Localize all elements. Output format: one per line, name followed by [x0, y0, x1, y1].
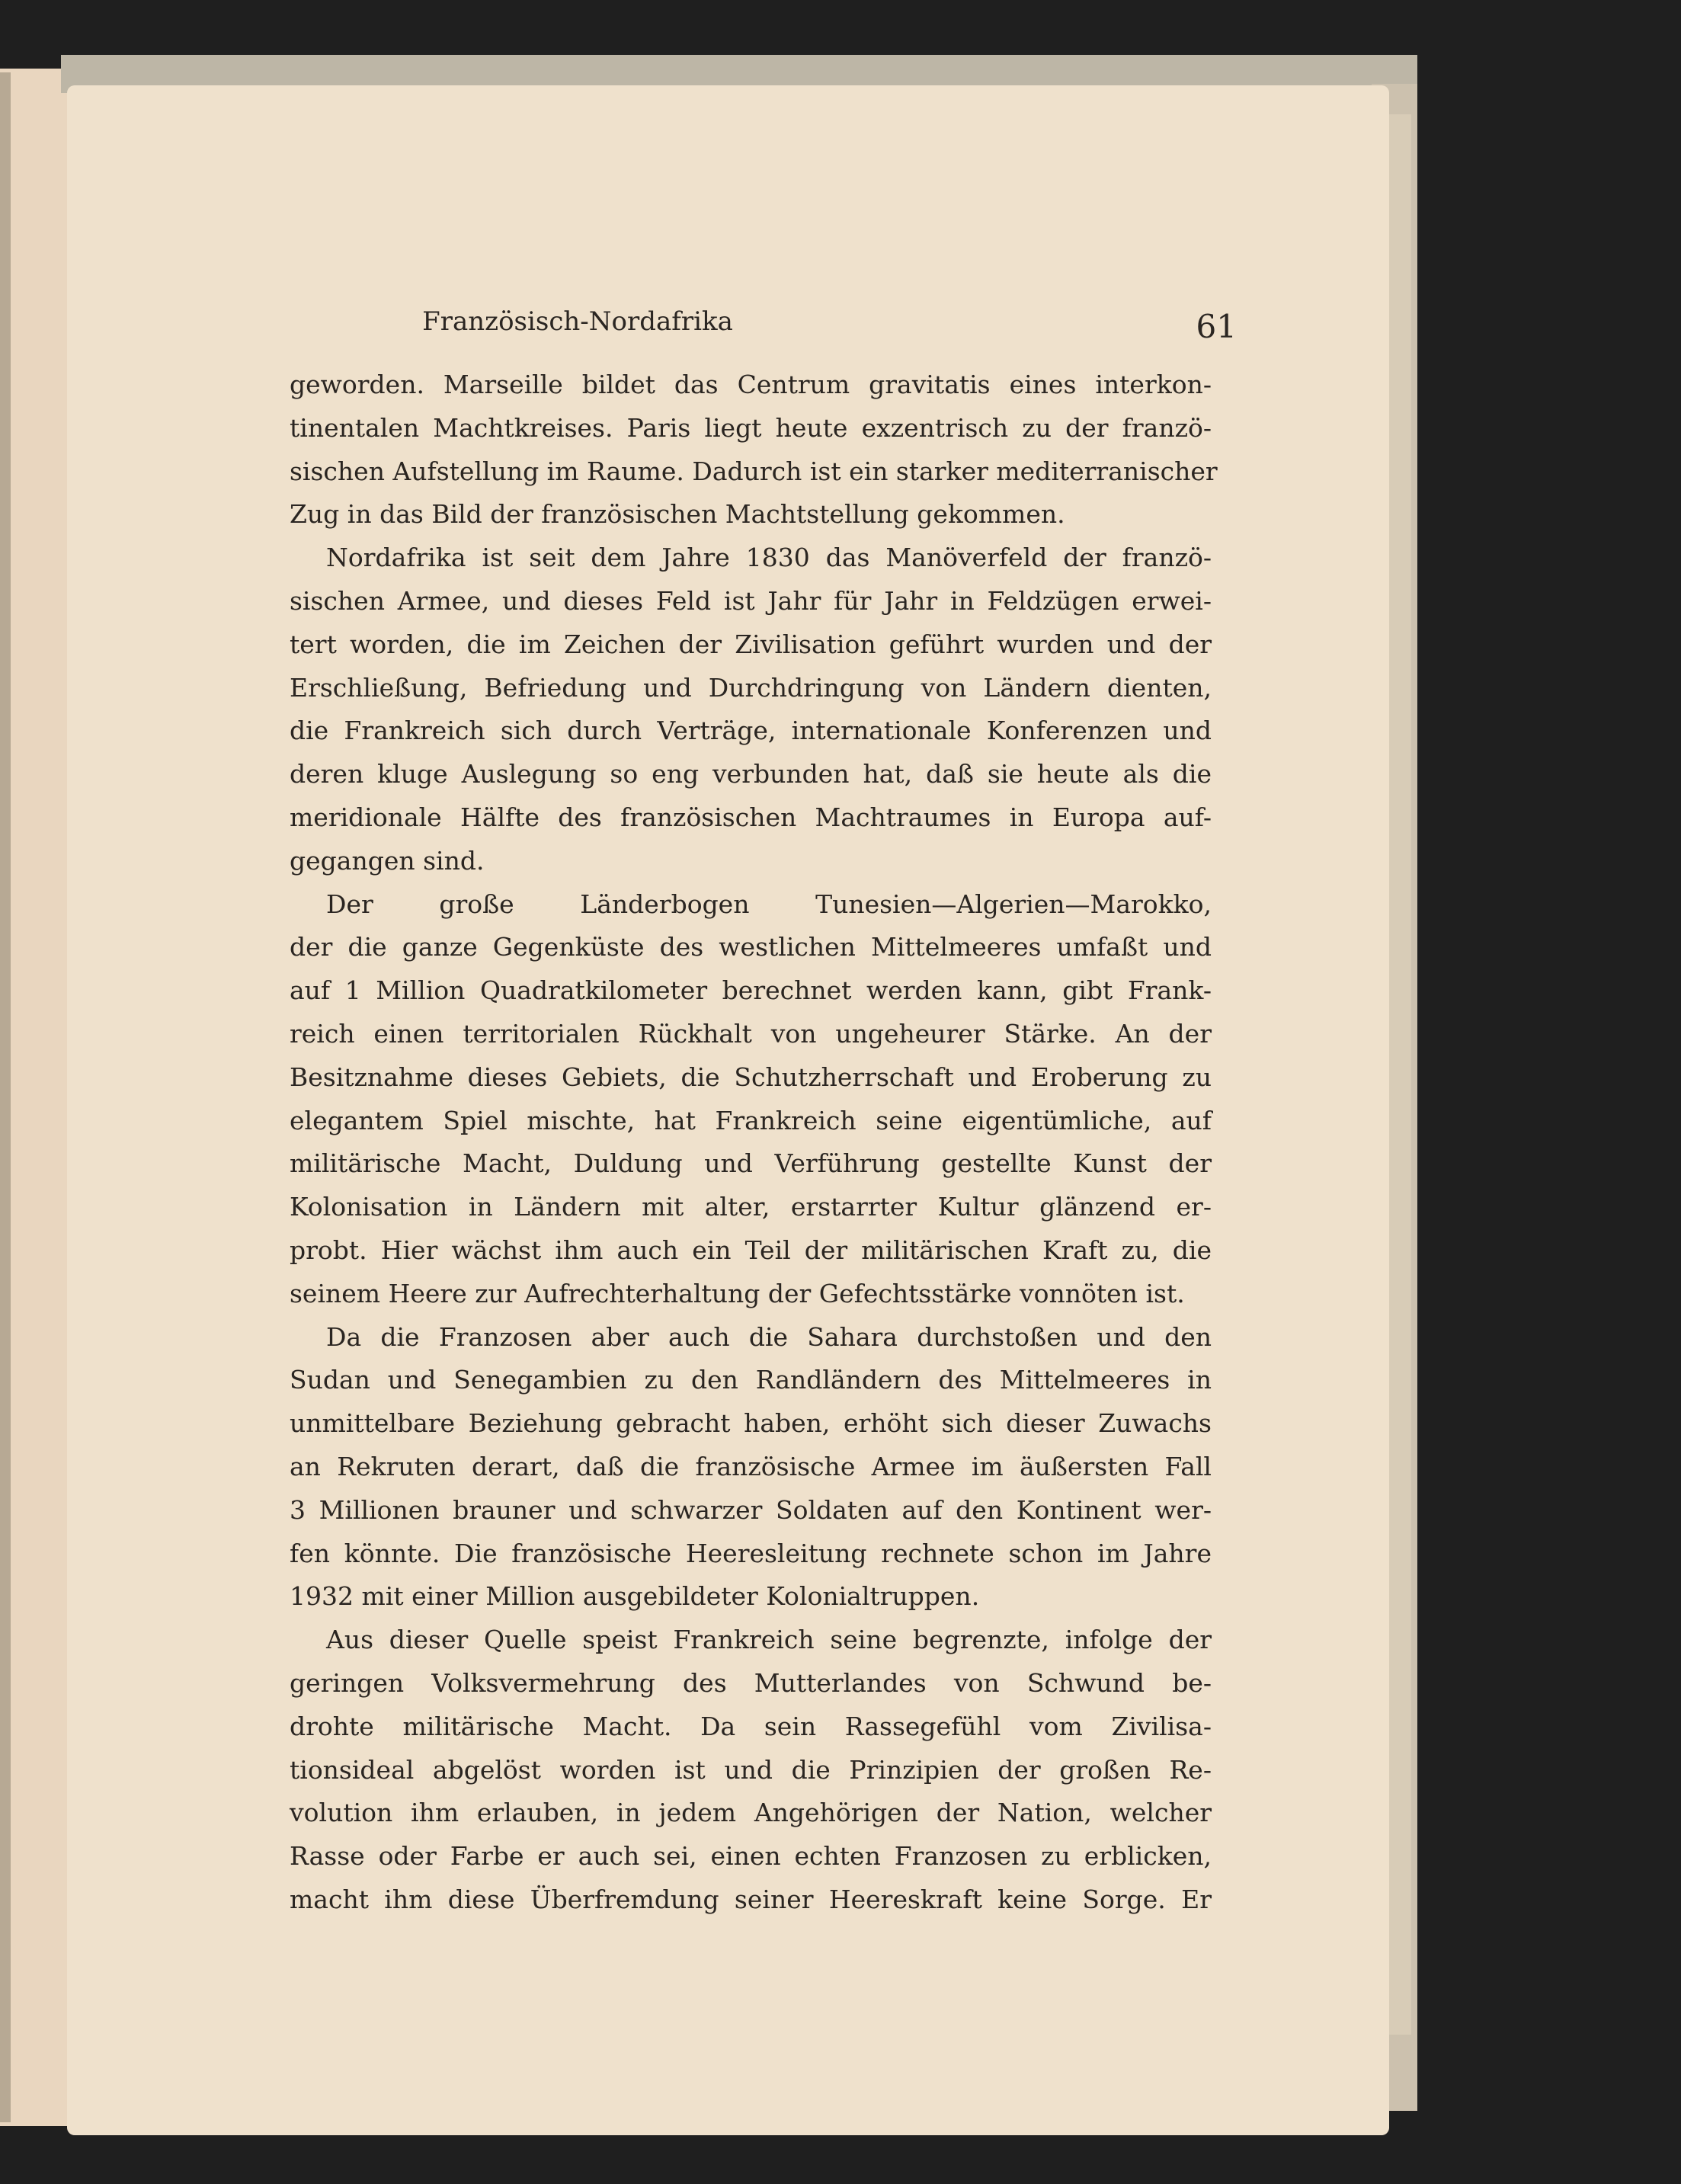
page-number: 61 — [1196, 308, 1237, 345]
text-line: Der große Länderbogen Tunesien—Algerien—Marokko, — [326, 889, 1212, 919]
text-line: Aus dieser Quelle speist Frankreich seine begrenzte, infolge der — [326, 1625, 1212, 1655]
text-line: tert worden, die im Zeichen der Zivilisation geführt wurden und der — [290, 629, 1212, 659]
text-line: Kolonisation in Ländern mit alter, erstarrter Kultur glänzend er- — [290, 1192, 1212, 1222]
text-line: reich einen territorialen Rückhalt von ungeheurer Stärke. An der — [290, 1018, 1212, 1049]
text-line: tionsideal abgelöst worden ist und die Prinzipien der großen Re- — [290, 1754, 1212, 1785]
text-line: 3 Millionen brauner und schwarzer Soldaten auf den Kontinent wer- — [290, 1494, 1212, 1525]
text-line: macht ihm diese Überfremdung seiner Heereskraft keine Sorge. Er — [290, 1884, 1212, 1914]
text-line: Sudan und Senegambien zu den Randländern des Mittelmeeres in — [290, 1365, 1212, 1395]
text-line: auf 1 Million Quadratkilometer berechnet werden kann, gibt Frank- — [290, 975, 1212, 1006]
book-page — [67, 85, 1389, 2135]
text-line: 1932 mit einer Million ausgebildeter Kolonialtruppen. — [290, 1581, 980, 1612]
text-line: der die ganze Gegenküste des westlichen Mittelmeeres umfaßt und — [290, 932, 1212, 962]
facing-page-edge — [0, 69, 73, 2126]
text-line: Rasse oder Farbe er auch sei, einen echten Franzosen zu erblicken, — [290, 1841, 1212, 1872]
text-line: die Frankreich sich durch Verträge, internationale Konferenzen und — [290, 716, 1212, 746]
facing-page-shadow — [0, 72, 11, 2122]
text-line: an Rekruten derart, daß die französische Armee im äußersten Fall — [290, 1451, 1212, 1481]
text-line: sischen Aufstellung im Raume. Dadurch ist ein starker mediterranischer — [290, 456, 1218, 486]
text-line: militärische Macht, Duldung und Verführung gestellte Kunst der — [290, 1148, 1212, 1179]
body-text — [290, 363, 1218, 1922]
text-line: geworden. Marseille bildet das Centrum gravitatis eines interkon- — [290, 370, 1212, 399]
text-line: Besitznahme dieses Gebiets, die Schutzherrschaft und Eroberung zu — [290, 1062, 1212, 1092]
text-line: probt. Hier wächst ihm auch ein Teil der militärischen Kraft zu, die — [290, 1235, 1212, 1265]
text-line: drohte militärische Macht. Da sein Rassegefühl vom Zivilisa- — [290, 1711, 1212, 1741]
text-line: fen könnte. Die französische Heeresleitung rechnete schon im Jahre — [290, 1538, 1212, 1568]
text-line: deren kluge Auslegung so eng verbunden hat, daß sie heute als die — [290, 759, 1212, 789]
text-line: gegangen sind. — [290, 845, 485, 876]
text-line: sischen Armee, und dieses Feld ist Jahr für Jahr in Feldzügen erwei- — [290, 585, 1212, 616]
text-line: unmittelbare Beziehung gebracht haben, erhöht sich dieser Zuwachs — [290, 1408, 1212, 1439]
text-line: Da die Franzosen aber auch die Sahara durchstoßen und den — [326, 1321, 1212, 1352]
text-line: tinentalen Machtkreises. Paris liegt heute exzentrisch zu der franzö- — [290, 412, 1212, 443]
text-line: volution ihm erlauben, in jedem Angehörigen der Nation, welcher — [290, 1798, 1212, 1828]
text-line: elegantem Spiel mischte, hat Frankreich seine eigentümliche, auf — [290, 1105, 1212, 1135]
text-line: geringen Volksvermehrung des Mutterlandes von Schwund be- — [290, 1667, 1212, 1698]
text-line: Nordafrika ist seit dem Jahre 1830 das Manöverfeld der franzö- — [326, 543, 1212, 573]
text-line: meridionale Hälfte des französischen Machtraumes in Europa auf- — [290, 802, 1212, 832]
text-line: seinem Heere zur Aufrechterhaltung der Gefechtsstärke vonnöten ist. — [290, 1278, 1185, 1308]
running-title: Französisch-Nordafrika — [422, 306, 733, 337]
text-line: Erschließung, Befriedung und Durchdringung von Ländern dienten, — [290, 672, 1212, 703]
text-line: Zug in das Bild der französischen Machtstellung gekommen. — [290, 499, 1065, 530]
